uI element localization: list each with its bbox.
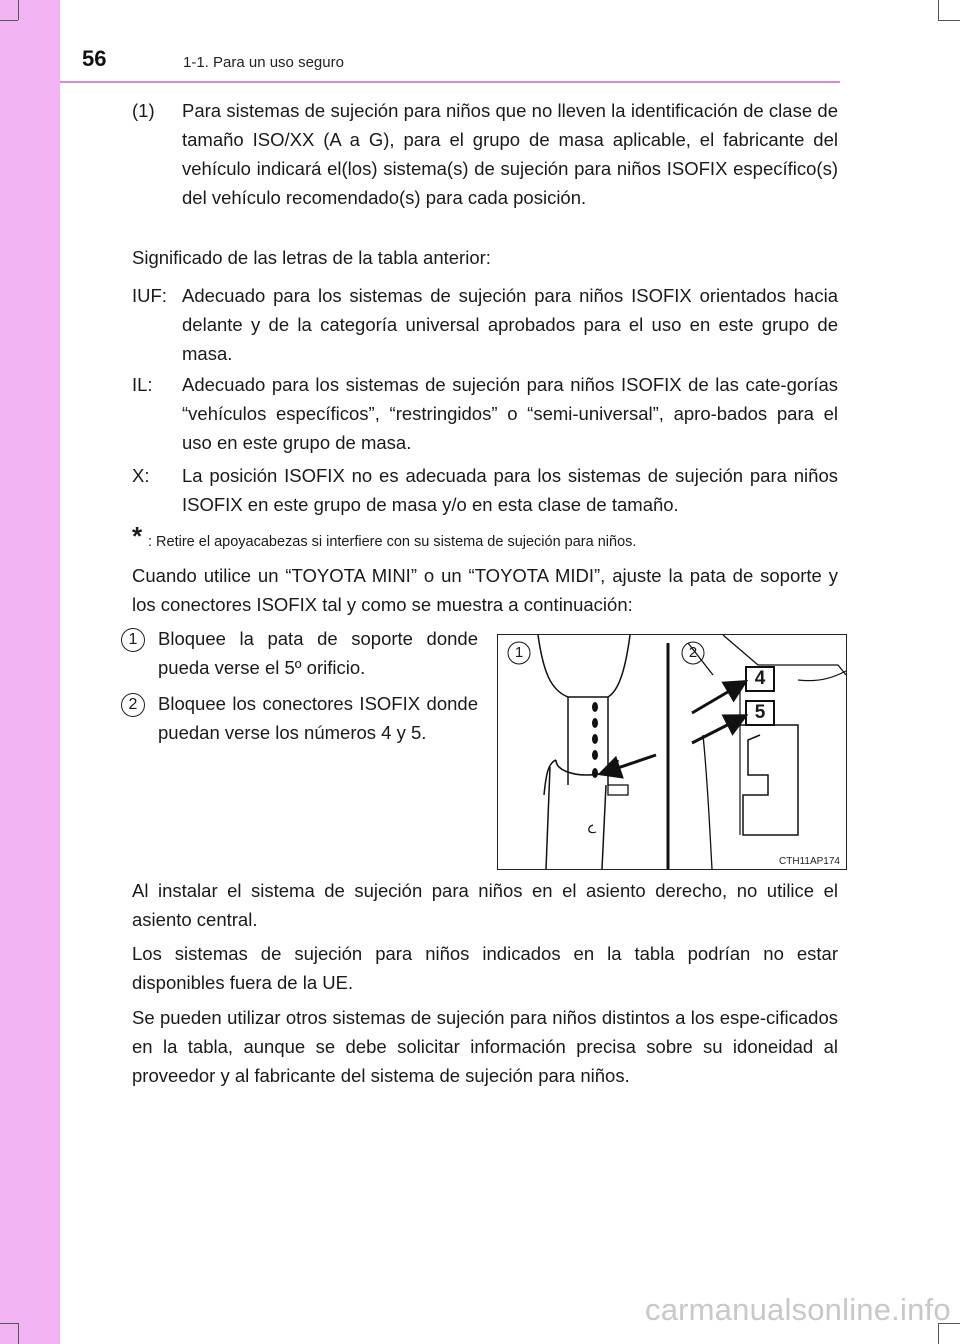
item-label-x: X: [132, 465, 150, 486]
figure-code: CTH11AP174 [779, 856, 840, 867]
figure-callout-1: 1 [514, 644, 524, 661]
crop-mark-tr-v [938, 0, 939, 20]
section-title: 1-1. Para un uso seguro [183, 54, 344, 71]
crop-mark-bl-v [18, 1323, 19, 1344]
item-label-il: IL: [132, 374, 153, 395]
intro-paragraph: Cuando utilice un “TOYOTA MINI” o un “TOYOTA MIDI”, ajuste la pata de soporte y los conectores ISOFIX tal y como se muestra a continuación: [132, 565, 838, 615]
crop-mark-tl-v [18, 0, 19, 20]
item-text-il: Adecuado para los sistemas de sujeción para niños ISOFIX de las cate-gorías “vehículos específicos”, “restringidos” o “semi-universal”, apro-bados para el uso en este grupo de masa. [182, 374, 838, 453]
item-text-iuf: Adecuado para los sistemas de sujeción para niños ISOFIX orientados hacia delante y de la categoría universal aprobados para el uso en este grupo de masa. [182, 285, 838, 364]
legend-intro: Significado de las letras de la tabla anterior: [132, 247, 491, 268]
item-label-1: (1) [132, 100, 155, 121]
step-number-1: 1 [121, 628, 145, 652]
side-tab-band [0, 0, 60, 1344]
crop-mark-tr-h [938, 20, 960, 21]
crop-mark-bl-h [0, 1323, 18, 1324]
paragraph-right-seat: Al instalar el sistema de sujeción para niños en el asiento derecho, no utilice el asiento central. [132, 880, 838, 930]
isofix-illustration [497, 634, 847, 870]
item-label-iuf: IUF: [132, 285, 167, 306]
item-text-x: La posición ISOFIX no es adecuada para los sistemas de sujeción para niños ISOFIX en este grupo de masa y/o en esta clase de tamaño. [182, 465, 838, 515]
paragraph-other-systems: Se pueden utilizar otros sistemas de sujeción para niños distintos a los espe-cificados en la tabla, aunque se debe solicitar información precisa sobre su idoneidad al proveedor y al fabricante del sistema de sujeción para niños. [132, 1007, 838, 1086]
step-text-2: Bloquee los conectores ISOFIX donde puedan verse los números 4 y 5. [158, 693, 478, 743]
illustration-drawing [498, 635, 846, 869]
figure-label-4: 4 [754, 668, 766, 689]
header-rule [60, 81, 840, 83]
crop-mark-tl-h [0, 20, 18, 21]
footnote-star: * [132, 521, 143, 551]
watermark: carmanualsonline.info [645, 1292, 951, 1327]
page-number: 56 [82, 46, 107, 71]
paragraph-eu-availability: Los sistemas de sujeción para niños indicados en la tabla podrían no estar disponibles fuera de la UE. [132, 943, 838, 993]
step-number-2: 2 [121, 693, 145, 717]
figure-label-5: 5 [754, 702, 766, 723]
footnote-text: : Retire el apoyacabezas si interfiere con su sistema de sujeción para niños. [148, 534, 637, 550]
item-text-1: Para sistemas de sujeción para niños que no lleven la identificación de clase de tamaño ISO/XX (A a G), para el grupo de masa aplicable, el fabricante del vehículo indicará el(los) sistema(s) de sujeción para niños ISOFIX específico(s) del vehículo recomendado(s) para cada posición. [182, 100, 838, 208]
figure-callout-2: 2 [688, 644, 698, 661]
step-text-1: Bloquee la pata de soporte donde pueda verse el 5º orificio. [158, 628, 478, 678]
